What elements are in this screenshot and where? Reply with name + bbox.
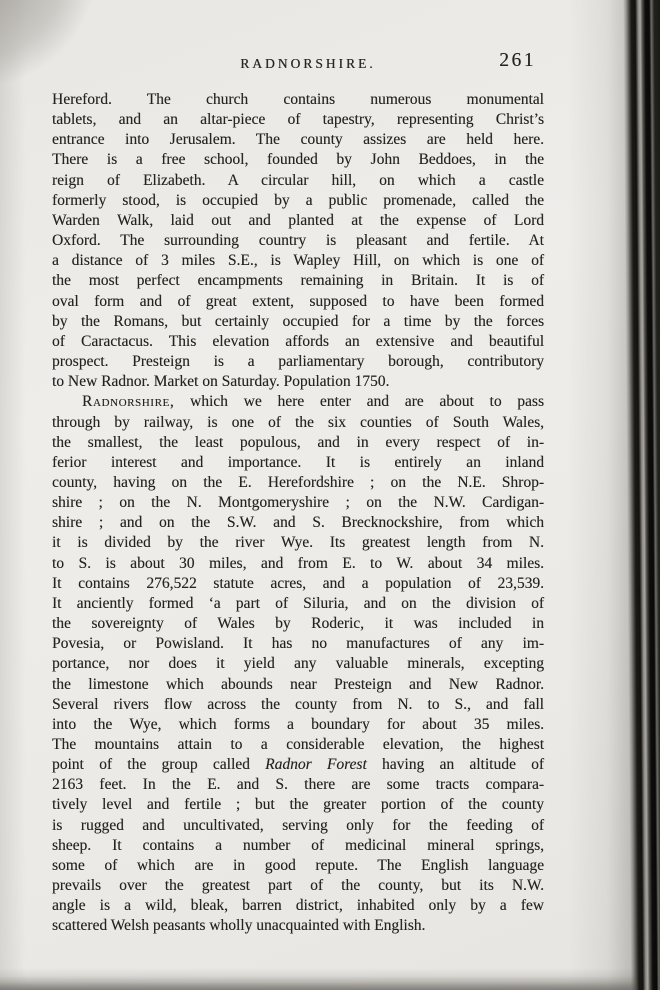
text-line <box>52 755 544 775</box>
text-segment: Povesia, or Powisland. It has no manufactures of any im- <box>52 635 544 653</box>
italic-text: Radnor Forest <box>265 756 367 774</box>
text-line <box>52 332 544 352</box>
text-segment: Warden Walk, laid out and planted at the expense of Lord <box>52 211 544 229</box>
text-segment: by the Romans, but certainly occupied for a time by the forces <box>52 312 544 330</box>
text-line <box>52 130 544 150</box>
text-line <box>52 735 544 755</box>
text-line <box>52 251 544 271</box>
text-line <box>52 795 544 815</box>
text-segment: oval form and of great extent, supposed to have been formed <box>52 292 544 310</box>
text-line <box>52 876 544 896</box>
page-header <box>52 52 544 78</box>
text-line <box>52 90 544 110</box>
text-segment: the most perfect encampments remaining in Britain. It is of <box>52 272 544 290</box>
text-line <box>52 392 544 412</box>
text-segment: Hereford. The church contains numerous monumental <box>52 91 544 108</box>
text-segment: entrance into Jerusalem. The county assizes are held here. <box>52 131 544 149</box>
text-line <box>52 191 544 211</box>
text-line <box>52 231 544 251</box>
text-segment: county, having on the E. Herefordshire ; on the N.E. Shrop- <box>52 473 544 491</box>
text-block <box>52 90 544 937</box>
text-line <box>52 775 544 795</box>
text-line <box>52 856 544 876</box>
text-line <box>52 836 544 856</box>
text-line <box>52 352 544 372</box>
text-line <box>52 271 544 291</box>
text-segment: portance, nor does it yield any valuable minerals, excepting <box>52 655 544 673</box>
text-segment: it is divided by the river Wye. Its greatest length from N. <box>52 534 544 552</box>
text-segment: tively level and fertile ; but the greater portion of the county <box>52 796 544 814</box>
text-line <box>52 634 544 654</box>
text-line <box>52 695 544 715</box>
text-line <box>52 150 544 170</box>
text-segment: There is a free school, founded by John Beddoes, in the <box>52 151 544 169</box>
text-segment: of Caractacus. This elevation affords an extensive and beautiful <box>52 332 544 350</box>
smallcaps-text: Radnorshire, <box>82 393 175 411</box>
text-segment: into the Wye, which forms a boundary for about 35 miles. <box>52 715 544 733</box>
text-line <box>52 372 544 392</box>
text-segment: formerly stood, is occupied by a public promenade, called the <box>52 191 544 209</box>
text-line <box>52 211 544 231</box>
text-segment: shire ; on the N. Montgomeryshire ; on the N.W. Cardigan- <box>52 494 544 512</box>
text-line <box>52 533 544 553</box>
text-line <box>52 312 544 332</box>
text-segment: prevails over the greatest part of the county, but its N.W. <box>52 877 544 895</box>
text-segment: sheep. It contains a number of medicinal mineral springs, <box>52 836 544 854</box>
text-segment: which we here enter and are about to pass <box>174 393 544 411</box>
text-line <box>52 554 544 574</box>
text-segment: angle is a wild, bleak, barren district, inhabited only by a few <box>52 897 544 915</box>
text-segment: point of the group called <box>52 756 266 774</box>
text-segment: ferior interest and importance. It is entirely an inland <box>52 453 544 471</box>
text-line <box>52 614 544 634</box>
text-line <box>52 453 544 473</box>
text-line <box>52 715 544 735</box>
text-line <box>52 574 544 594</box>
text-segment: some of which are in good repute. The English language <box>52 856 544 874</box>
text-segment: through by railway, is one of the six counties of South Wales, <box>52 413 544 431</box>
paragraph <box>52 90 544 392</box>
text-line <box>52 896 544 916</box>
text-line <box>52 292 544 312</box>
text-segment: Oxford. The surrounding country is pleasant and fertile. At <box>52 232 544 250</box>
text-segment: is rugged and uncultivated, serving only for the feeding of <box>52 816 544 834</box>
text-line <box>52 171 544 191</box>
text-segment: tablets, and an altar-piece of tapestry, representing Christ’s <box>52 111 544 129</box>
text-segment: the limestone which abounds near Presteign and New Radnor. <box>52 675 544 693</box>
text-line <box>52 433 544 453</box>
text-segment: 2163 feet. In the E. and S. there are some tracts compara- <box>52 776 544 794</box>
text-segment: the sovereignty of Wales by Roderic, it was included in <box>52 615 544 633</box>
text-segment: prospect. Presteign is a parliamentary borough, contributory <box>52 353 544 371</box>
text-segment: the smallest, the least populous, and in every respect of in- <box>52 433 544 451</box>
text-segment: It contains 276,522 statute acres, and a population of 23,539. <box>52 574 544 592</box>
scan-bottom-shadow <box>0 976 660 990</box>
text-line <box>52 916 544 936</box>
text-segment: Several rivers flow across the county from N. to S., and fall <box>52 695 544 713</box>
running-title: RADNORSHIRE. <box>240 56 376 71</box>
text-segment: reign of Elizabeth. A circular hill, on which a castle <box>52 171 544 189</box>
text-segment: to New Radnor. Market on Saturday. Population 1750. <box>52 373 390 391</box>
text-segment: shire ; and on the S.W. and S. Brecknockshire, from which <box>52 514 544 532</box>
text-line <box>52 675 544 695</box>
text-line <box>52 473 544 493</box>
text-segment: a distance of 3 miles S.E., is Wapley Hill, on which is one of <box>52 252 544 270</box>
text-line <box>52 493 544 513</box>
text-segment: having an altitude of <box>366 756 544 774</box>
text-line <box>52 594 544 614</box>
page-number: 261 <box>499 50 536 71</box>
text-line <box>52 513 544 533</box>
book-spine-edge <box>623 0 660 990</box>
text-segment: It anciently formed ‘a part of Siluria, and on the division of <box>52 594 544 612</box>
text-segment: The mountains attain to a considerable elevation, the highest <box>52 736 544 753</box>
text-line <box>52 110 544 130</box>
text-segment: to S. is about 30 miles, and from E. to W. about 34 miles. <box>52 554 544 572</box>
text-line <box>52 816 544 836</box>
text-segment: scattered Welsh peasants wholly unacquainted with English. <box>52 917 426 935</box>
text-line <box>52 654 544 674</box>
paragraph <box>52 392 544 936</box>
text-line <box>52 413 544 433</box>
